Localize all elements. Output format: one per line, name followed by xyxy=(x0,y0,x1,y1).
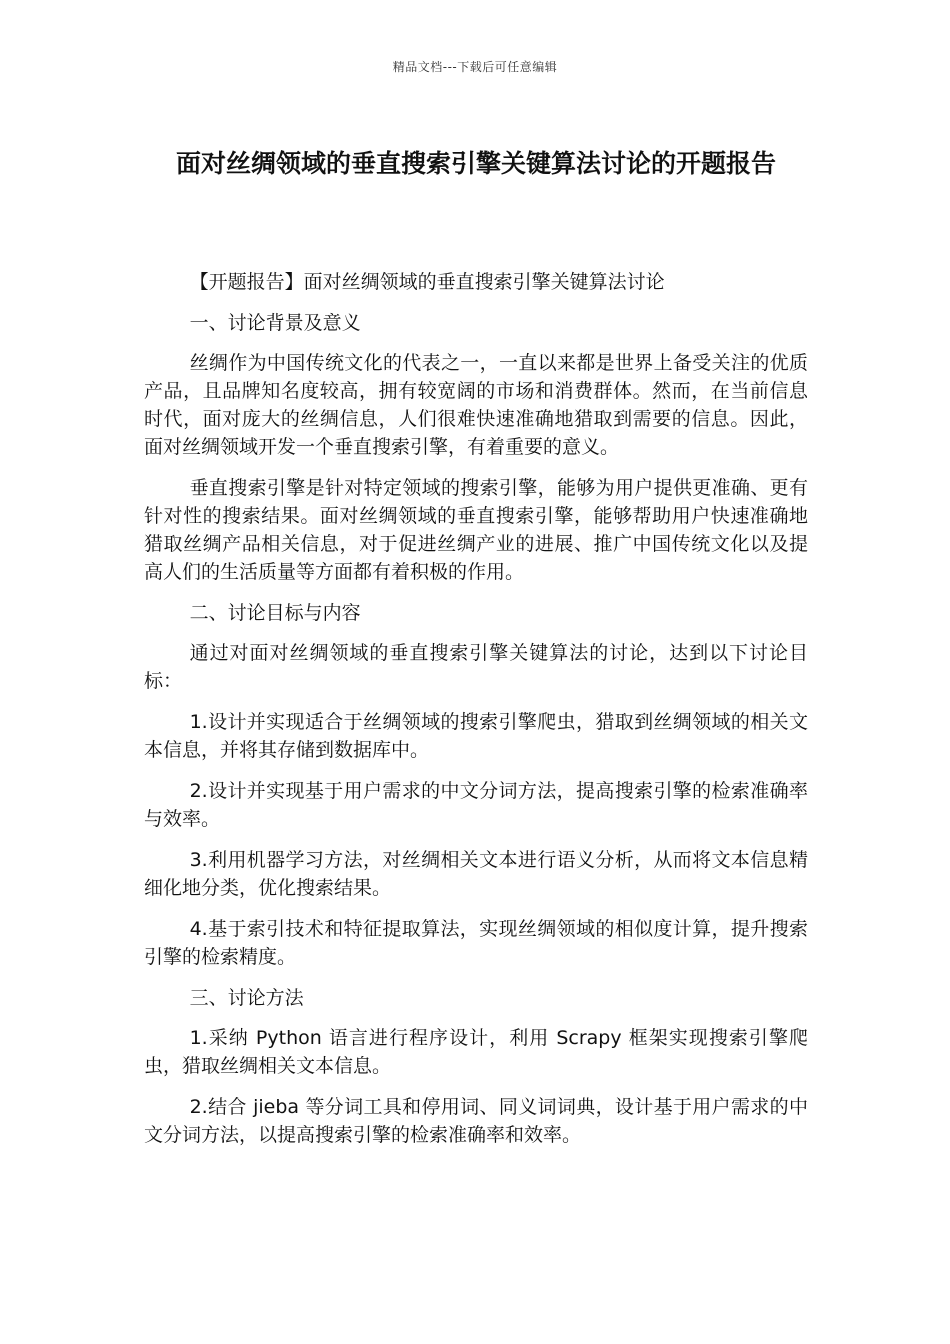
section-heading-methods: 三、讨论方法 xyxy=(189,987,304,1009)
goal-item-2: 2.设计并实现基于用户需求的中文分词方法，提高搜索引擎的检索准确率与效率。 xyxy=(144,780,808,830)
goal-item-3: 3.利用机器学习方法，对丝绸相关文本进行语义分析，从而将文本信息精细化地分类，优化搜索结果。 xyxy=(144,849,808,899)
goal-item-1: 1.设计并实现适合于丝绸领域的搜索引擎爬虫，猎取到丝绸领域的相关文本信息，并将其存储到数据库中。 xyxy=(144,711,808,761)
document-title: 面对丝绸领域的垂直搜索引擎关键算法讨论的开题报告 xyxy=(175,149,776,178)
section-heading-background: 一、讨论背景及意义 xyxy=(189,312,361,334)
header-note: 精品文档---下载后可任意编辑 xyxy=(392,60,558,74)
method-item-1: 1.采纳 Python 语言进行程序设计，利用 Scrapy 框架实现搜索引擎爬虫，猎取丝绸相关文本信息。 xyxy=(144,1027,808,1077)
document-body xyxy=(144,268,808,1162)
paragraph-silk-intro: 丝绸作为中国传统文化的代表之一，一直以来都是世界上备受关注的优质产品，且品牌知名度较高，拥有较宽阔的市场和消费群体。然而，在当前信息时代，面对庞大的丝绸信息，人们很难快速准确地猎取到需要的信息。因此，面对丝绸领域开发一个垂直搜索引擎，有着重要的意义。 xyxy=(144,352,808,458)
report-subtitle: 【开题报告】面对丝绸领域的垂直搜索引擎关键算法讨论 xyxy=(189,271,665,293)
paragraph-goals-intro: 通过对面对丝绸领域的垂直搜索引擎关键算法的讨论，达到以下讨论目标： xyxy=(144,642,808,692)
paragraph-vertical-search: 垂直搜索引擎是针对特定领域的搜索引擎，能够为用户提供更准确、更有针对性的搜索结果。面对丝绸领域的垂直搜索引擎，能够帮助用户快速准确地猎取丝绸产品相关信息，对于促进丝绸产业的进展、推广中国传统文化以及提高人们的生活质量等方面都有着积极的作用。 xyxy=(144,477,808,583)
goal-item-4: 4.基于索引技术和特征提取算法，实现丝绸领域的相似度计算，提升搜索引擎的检索精度。 xyxy=(144,918,808,968)
section-heading-goals: 二、讨论目标与内容 xyxy=(189,602,361,624)
method-item-2: 2.结合 jieba 等分词工具和停用词、同义词词典，设计基于用户需求的中文分词方法，以提高搜索引擎的检索准确率和效率。 xyxy=(144,1096,808,1146)
